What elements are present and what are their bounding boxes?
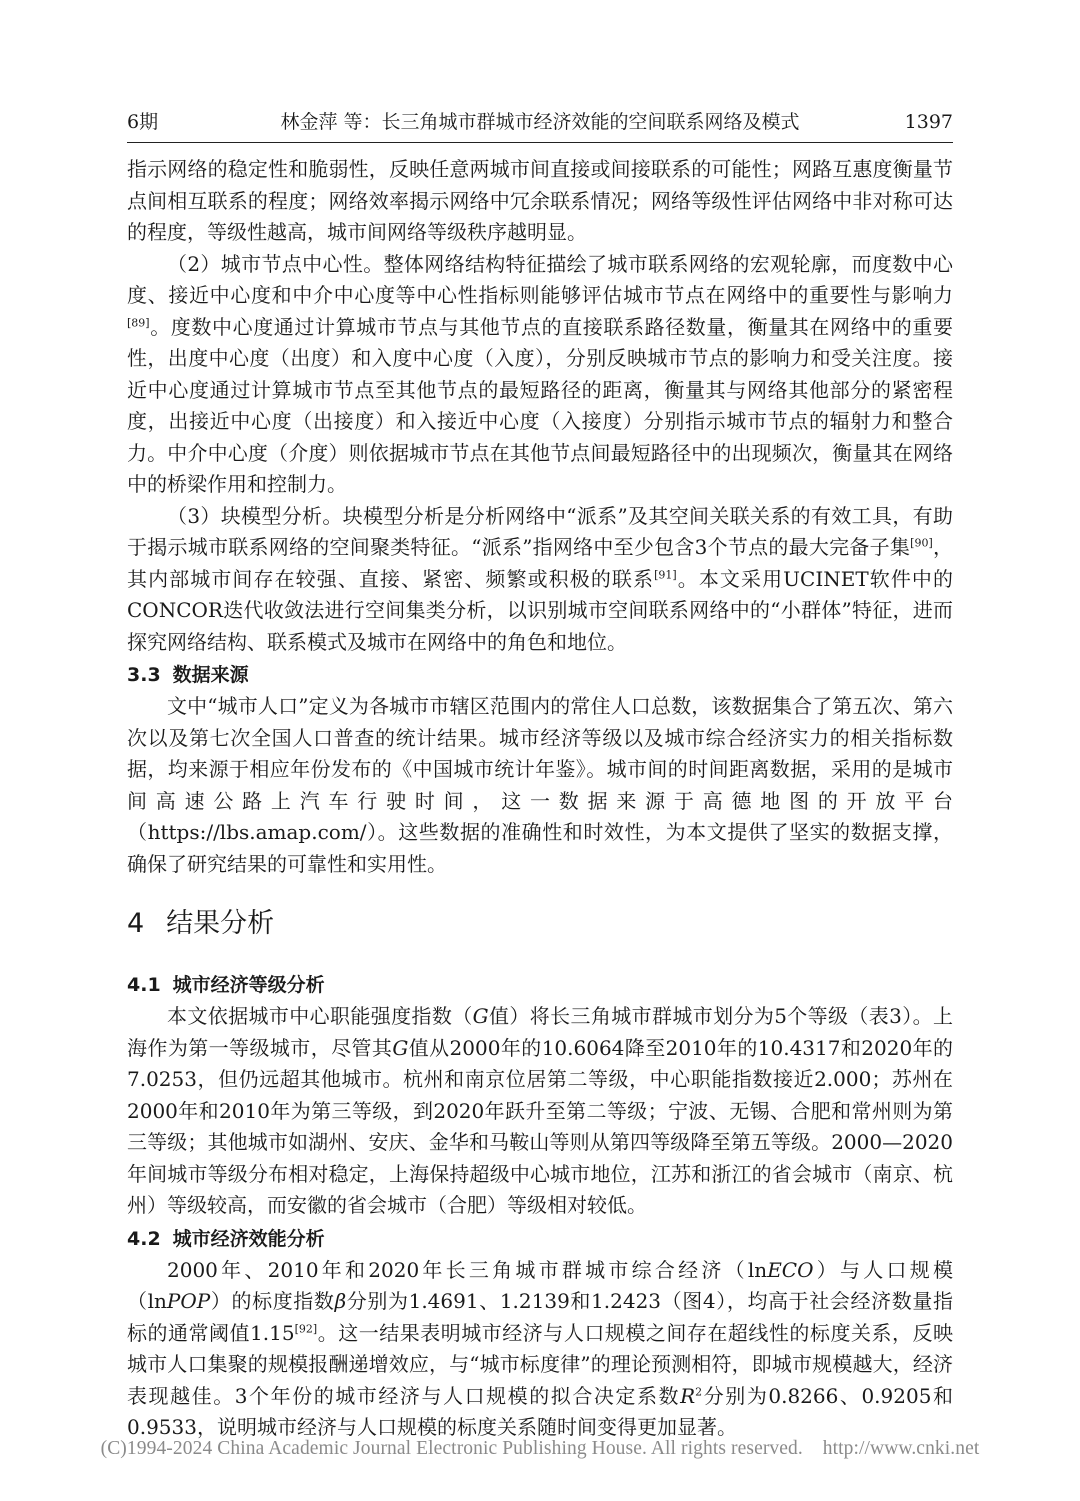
running-header bbox=[127, 108, 953, 143]
heading-title: 数据来源 bbox=[172, 664, 249, 686]
heading-title: 城市经济效能分析 bbox=[172, 1227, 325, 1250]
math-variable: β bbox=[334, 1289, 347, 1313]
paragraph-text: 值从2000年的10.6064降至2010年的10.4317和2020年的7.0253，但仍远超其他城市。杭州和南京位居第二等级，中心职能指数接近2.000；苏州在2000年和2010年为第三等级，到2020年跃升至第二等级；宁波、无锡、合肥和常州则为第三等级；其他城市如湖州、安庆、金华和马鞍山等则从第四等级降至第五等级。2000—2020年间城市等级分布相对稳定，上海保持超级中心城市地位，江苏和浙江的省会城市（南京、杭州）等级较高，而安徽的省会城市（合肥）等级相对较低。 bbox=[127, 1035, 954, 1217]
paragraph-text: （2）城市节点中心性。整体网络结构特征描绘了城市联系网络的宏观轮廓，而度数中心度、接近中心度和中介中心度等中心性指标则能够评估城市节点在网络中的重要性与影响力 bbox=[127, 251, 953, 307]
paragraph-text: ）的标度指数 bbox=[210, 1289, 335, 1313]
copyright-text: (C)1994-2024 China Academic Journal Electronic Publishing House. All rights reserved. bbox=[100, 1438, 803, 1459]
paragraph-network-metrics bbox=[127, 154, 953, 249]
page-number: 1397 bbox=[904, 111, 953, 133]
paragraph-text: 值）将长三角城市群城市划分为5个等级（表3）。上海作为第一等级城市，尽管其 bbox=[127, 1004, 954, 1060]
citation-ref[interactable]: [91] bbox=[654, 567, 677, 581]
heading-number: 3.3 bbox=[127, 664, 161, 686]
paragraph-block-model bbox=[127, 501, 953, 659]
paragraph-text: 。本文采用UCINET软件中的CONCOR迭代收敛法进行空间集类分析，以识别城市空间联系网络中的“小群体”特征，进而探究网络结构、联系模式及城市在网络中的角色和地位。 bbox=[127, 566, 954, 654]
paragraph-text: 本文依据城市中心职能强度指数（ bbox=[167, 1004, 473, 1028]
issue-number: 6期 bbox=[127, 111, 159, 133]
math-variable: G bbox=[392, 1035, 409, 1060]
body-text bbox=[127, 154, 953, 1444]
paragraph-text: 。度数中心度通过计算城市节点与其他节点的直接联系路径数量，衡量其在网络中的重要性，出度中心度（出度）和入度中心度（入度），分别反映城市节点的影响力和受关注度。接近中心度通过计算城市节点至其他节点的最短路径的距离，衡量其与网络其他部分的紧密程度，出接近中心度（出接度）和入接近中心度（入接度）分别指示城市节点的辐射力和整合力。中介中心度（介度）则依据城市节点在其他节点间最短路径中的出现频次，衡量其在网络中的桥梁作用和控制力。 bbox=[127, 314, 953, 496]
paragraph-node-centrality bbox=[127, 249, 953, 501]
copyright-footer bbox=[0, 1438, 1080, 1460]
heading-title: 城市经济等级分析 bbox=[172, 974, 325, 996]
heading-number: 4.2 bbox=[127, 1227, 161, 1250]
paragraph-text: ，其内部城市间存在较强、直接、紧密、频繁或积极的联系 bbox=[127, 535, 953, 591]
heading-number: 4.1 bbox=[127, 974, 161, 996]
paragraph-text: 分别为0.8266、0.9205和0.9533，说明城市经济与人口规模的标度关系随时间变得更加显著。 bbox=[127, 1383, 953, 1439]
paragraph-data-sources bbox=[127, 691, 953, 880]
paragraph-text: 指示网络的稳定性和脆弱性，反映任意两城市间直接或间接联系的可能性；网路互惠度衡量节点间相互联系的程度；网络效率揭示网络中冗余联系情况；网络等级性评估网络中非对称可达的程度，等级性越高，城市间网络等级秩序越明显。 bbox=[127, 157, 953, 244]
math-variable: POP bbox=[166, 1289, 211, 1313]
superscript: 2 bbox=[695, 1384, 703, 1398]
subsection-heading-3-3 bbox=[127, 660, 953, 691]
paragraph-text: 分别为1.4691、1.2139和1.2423（图4），均高于社会经济数量指标的通常阈值1.15 bbox=[127, 1289, 954, 1345]
paragraph-text: 文中“城市人口”定义为各城市市辖区范围内的常住人口总数，该数据集合了第五次、第六次以及第七次全国人口普查的统计结果。城市经济等级以及城市综合经济实力的相关指标数据，均来源于相应年份发布的《中国城市统计年鉴》。城市间的时间距离数据，采用的是城市间高速公路上汽车行驶时间，这一数据来源于高德地图的开放平台（https://lbs.amap.com/）。这些数据的准确性和时效性，为本文提供了坚实的数据支撑，确保了研究结果的可靠性和实用性。 bbox=[127, 694, 953, 876]
math-variable: ECO bbox=[767, 1257, 814, 1282]
subsection-heading-4-1 bbox=[127, 970, 953, 1001]
citation-ref[interactable]: [89] bbox=[127, 315, 150, 329]
paragraph-text: 2000年、2010年和2020年长三角城市群城市综合经济（ln bbox=[167, 1257, 768, 1282]
citation-ref[interactable]: [90] bbox=[910, 536, 933, 550]
citation-ref[interactable]: [92] bbox=[294, 1321, 318, 1335]
heading-number: 4 bbox=[127, 908, 145, 939]
section-heading-4 bbox=[127, 906, 953, 942]
paragraph-city-hierarchy bbox=[127, 1001, 953, 1222]
paragraph-text: ）与人口规模（ln bbox=[127, 1257, 953, 1313]
paragraph-economic-efficiency bbox=[127, 1255, 953, 1444]
paragraph-text: （3）块模型分析。块模型分析是分析网络中“派系”及其空间关联关系的有效工具，有助于揭示城市联系网络的空间聚类特征。“派系”指网络中至少包含3个节点的最大完备子集 bbox=[127, 503, 953, 559]
paragraph-text: 。这一结果表明城市经济与人口规模之间存在超线性的标度关系，反映城市人口集聚的规模报酬递增效应，与“城市标度律”的理论预测相符，即城市规模越大，经济表现越佳。3个年份的城市经济与人口规模的拟合决定系数 bbox=[127, 1320, 954, 1408]
math-variable: G bbox=[472, 1004, 489, 1028]
running-title: 林金萍 等：长三角城市群城市经济效能的空间联系网络及模式 bbox=[280, 111, 800, 133]
heading-title: 结果分析 bbox=[166, 908, 275, 939]
footer-link[interactable]: http://www.cnki.net bbox=[822, 1438, 980, 1459]
math-variable: R bbox=[680, 1383, 696, 1408]
subsection-heading-4-2 bbox=[127, 1224, 953, 1255]
